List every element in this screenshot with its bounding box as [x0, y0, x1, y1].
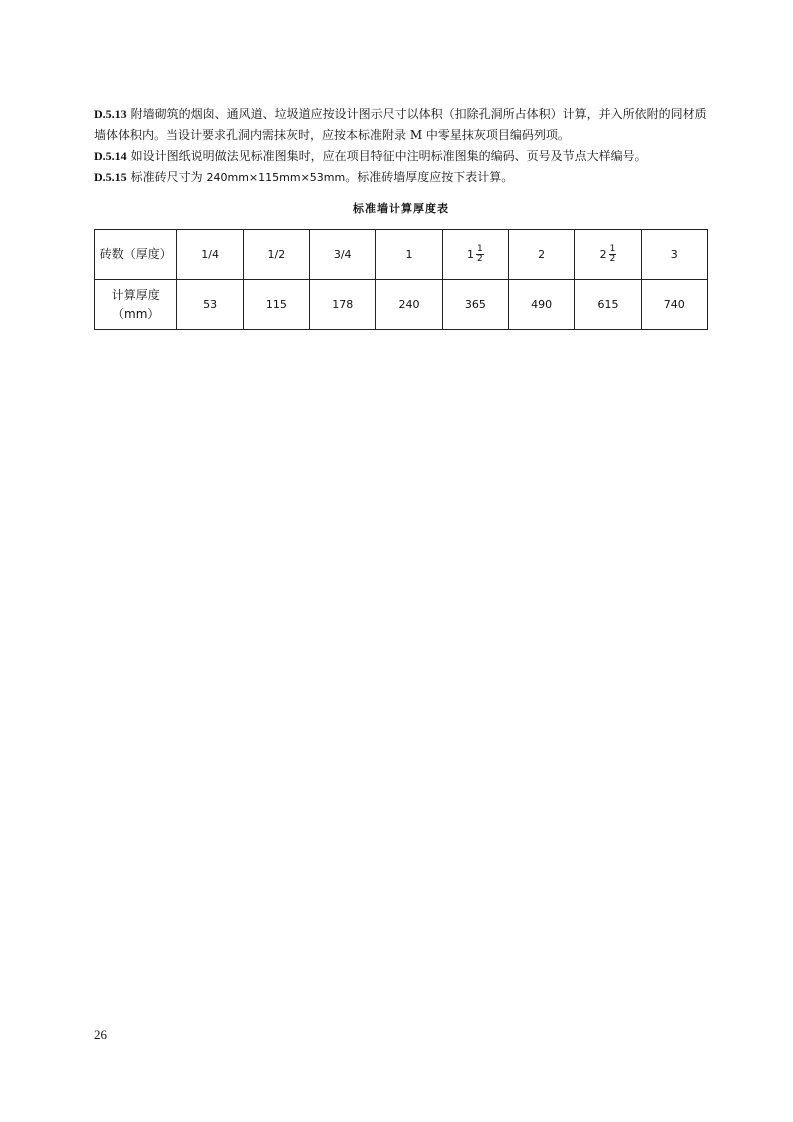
brick-cell: 1: [376, 230, 442, 280]
clause-number: D.5.14: [94, 149, 127, 163]
brick-cell: 2: [508, 230, 574, 280]
fraction: [609, 245, 617, 264]
clause-d-5-14: [94, 146, 714, 167]
brick-cell: 3: [641, 230, 707, 280]
thickness-cell: 240: [376, 280, 442, 330]
clause-text: 如设计图纸说明做法见标准图集时，应在项目特征中注明标准图集的编码、页号及节点大样编号。: [130, 149, 647, 163]
clause-d-5-13: [94, 104, 714, 146]
row-header-thickness: [95, 280, 177, 330]
fraction-numerator: 1: [609, 244, 616, 254]
fraction-whole: 2: [599, 248, 607, 261]
wall-thickness-table: [94, 229, 708, 330]
brick-cell: 3/4: [310, 230, 376, 280]
row-header-thickness-line1: 计算厚度: [111, 287, 160, 302]
row-header-thickness-unit: （mm）: [112, 306, 160, 321]
fraction-denominator: 2: [609, 254, 616, 264]
clause-text-after: 。标准砖墙厚度应按下表计算。: [345, 170, 514, 184]
clause-d-5-15: [94, 167, 714, 188]
fraction-denominator: 2: [476, 254, 483, 264]
table-row-brick-count: [95, 230, 708, 280]
page-number: 26: [94, 1027, 107, 1042]
row-header-brick-count: 砖数（厚度）: [95, 230, 177, 280]
thickness-cell: 740: [641, 280, 707, 330]
brick-cell-fraction: [575, 230, 641, 280]
table-title: 标准墙计算厚度表: [353, 202, 449, 215]
fraction-whole: 1: [466, 248, 474, 261]
fraction: [476, 245, 484, 264]
clause-number: D.5.15: [94, 170, 127, 184]
fraction-numerator: 1: [476, 244, 483, 254]
thickness-cell: 365: [442, 280, 508, 330]
thickness-cell: 615: [575, 280, 641, 330]
thickness-cell: 115: [243, 280, 309, 330]
clause-text-before: 标准砖尺寸为: [130, 170, 207, 184]
thickness-cell: 490: [508, 280, 574, 330]
clause-text: 附墙砌筑的烟囱、通风道、垃圾道应按设计图示尺寸以体积（扣除孔洞所占体积）计算，并入所依附的同材质墙体体积内。当设计要求孔洞内需抹灰时，应按本标准附录 M 中零星抹灰项目编码列项。: [94, 107, 707, 142]
brick-cell: 1/2: [243, 230, 309, 280]
table-row-thickness: [95, 280, 708, 330]
brick-cell: 1/4: [177, 230, 243, 280]
brick-cell-fraction: [442, 230, 508, 280]
thickness-cell: 178: [310, 280, 376, 330]
brick-dimensions: 240mm×115mm×53mm: [206, 171, 346, 184]
thickness-cell: 53: [177, 280, 243, 330]
clause-number: D.5.13: [94, 107, 127, 121]
